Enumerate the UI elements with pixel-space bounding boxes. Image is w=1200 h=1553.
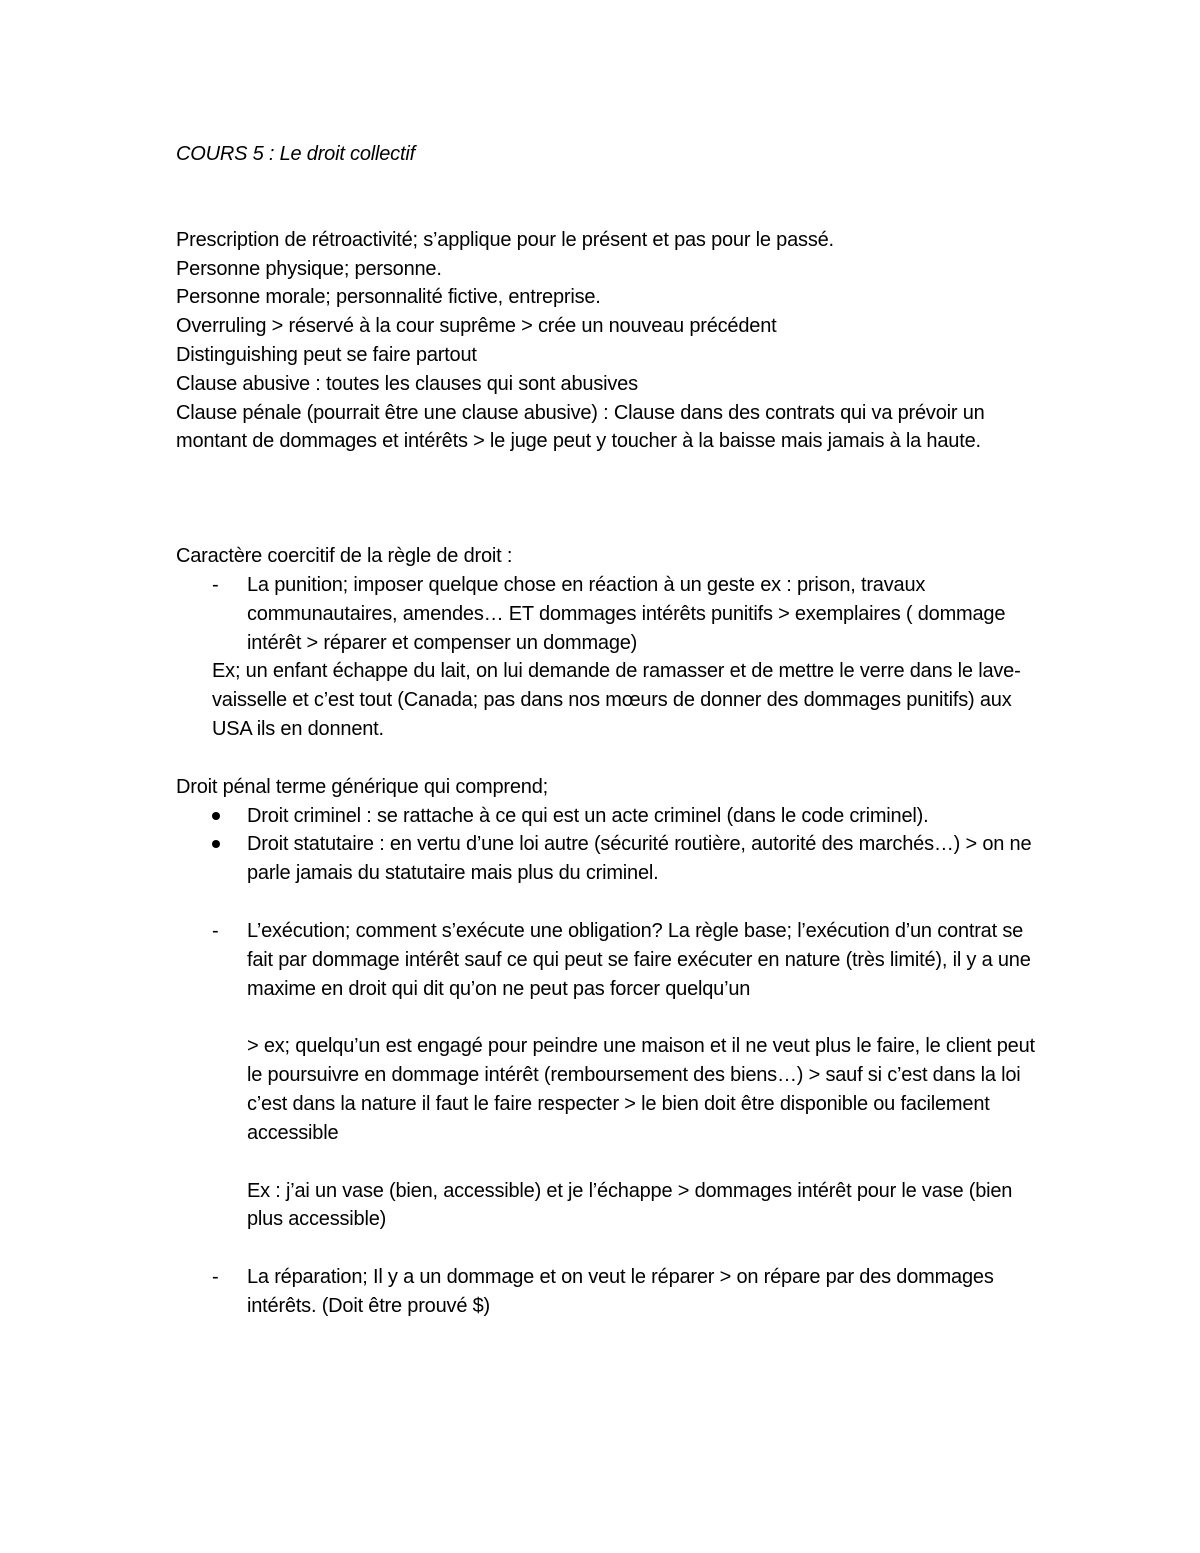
punition-list-item (176, 571, 1047, 657)
spacer (176, 456, 1056, 542)
spacer (176, 744, 1056, 773)
execution-example-1: > ex; quelqu’un est engagé pour peindre une maison et il ne veut plus le faire, le client peut le poursuivre en dommage intérêt (remboursement des biens…) > sauf si c’est dans la loi c’est dans la nature il faut le faire respecter > le bien doit être disponible ou facilement accessible (247, 1035, 1035, 1144)
bullet-text: Droit statutaire : en vertu d’une loi autre (sécurité routière, autorité des marchés…) > on ne parle jamais du statutaire mais plus du criminel. (247, 833, 1032, 885)
intro-line: Personne physique; personne. (176, 257, 442, 280)
droit-penal-bullet-item (176, 802, 1047, 831)
execution-text: L’exécution; comment s’exécute une obligation? La règle base; l’exécution d’un contrat se fait par dommage intérêt sauf ce qui peut se faire exécuter en nature (très limité), il y a une maxime en droit qui dit qu’on ne peut pas forcer quelqu’un (247, 919, 1031, 1000)
intro-line: Overruling > réservé à la cour suprême > crée un nouveau précédent (176, 315, 777, 338)
intro-line: Personne morale; personnalité fictive, entreprise. (176, 286, 601, 309)
bullet-dot-icon (212, 840, 220, 848)
coercitif-heading: Caractère coercitif de la règle de droit : (176, 545, 513, 568)
intro-line: Clause abusive : toutes les clauses qui sont abusives (176, 372, 638, 395)
droit-penal-heading: Droit pénal terme générique qui comprend; (176, 775, 549, 798)
dash-marker: - (212, 573, 219, 596)
bullet-text: Droit criminel : se rattache à ce qui est un acte criminel (dans le code criminel). (247, 804, 929, 827)
execution-example-2: Ex : j’ai un vase (bien, accessible) et je l’échappe > dommages intérêt pour le vase (bien plus accessible) (247, 1179, 1013, 1231)
reparation-text: La réparation; Il y a un dommage et on veut le réparer > on répare par des dommages intérêts. (Doit être prouvé $) (247, 1266, 994, 1317)
dash-marker: - (212, 1266, 219, 1289)
dash-marker: - (212, 919, 219, 942)
document-page (176, 140, 1056, 1321)
document-title: COURS 5 : Le droit collectif (176, 143, 415, 165)
droit-penal-bullet-item (176, 830, 1047, 888)
spacer (176, 1148, 1056, 1177)
bullet-dot-icon (212, 812, 220, 820)
spacer (176, 1003, 1056, 1032)
reparation-list-item (176, 1263, 1047, 1321)
spacer (176, 1234, 1056, 1263)
spacer (176, 169, 1056, 226)
intro-line: Prescription de rétroactivité; s’applique pour le présent et pas pour le passé. (176, 228, 834, 251)
execution-list-item (176, 917, 1047, 1003)
punition-text: La punition; imposer quelque chose en réaction à un geste ex : prison, travaux communautaires, amendes… ET dommages intérêts punitifs > exemplaires ( dommage intérêt > réparer et compenser un dommage) (247, 573, 1006, 654)
spacer (176, 888, 1056, 917)
punition-example: Ex; un enfant échappe du lait, on lui demande de ramasser et de mettre le verre dans le lave-vaisselle et c’est tout (Canada; pas dans nos mœurs de donner des dommages punitifs) aux USA ils en donnent. (212, 660, 1021, 740)
intro-line: Distinguishing peut se faire partout (176, 343, 477, 366)
clause-penale-paragraph: Clause pénale (pourrait être une clause abusive) : Clause dans des contrats qui va prévoir un montant de dommages et intérêts > le juge peut y toucher à la baisse mais jamais à la haute. (176, 401, 985, 453)
